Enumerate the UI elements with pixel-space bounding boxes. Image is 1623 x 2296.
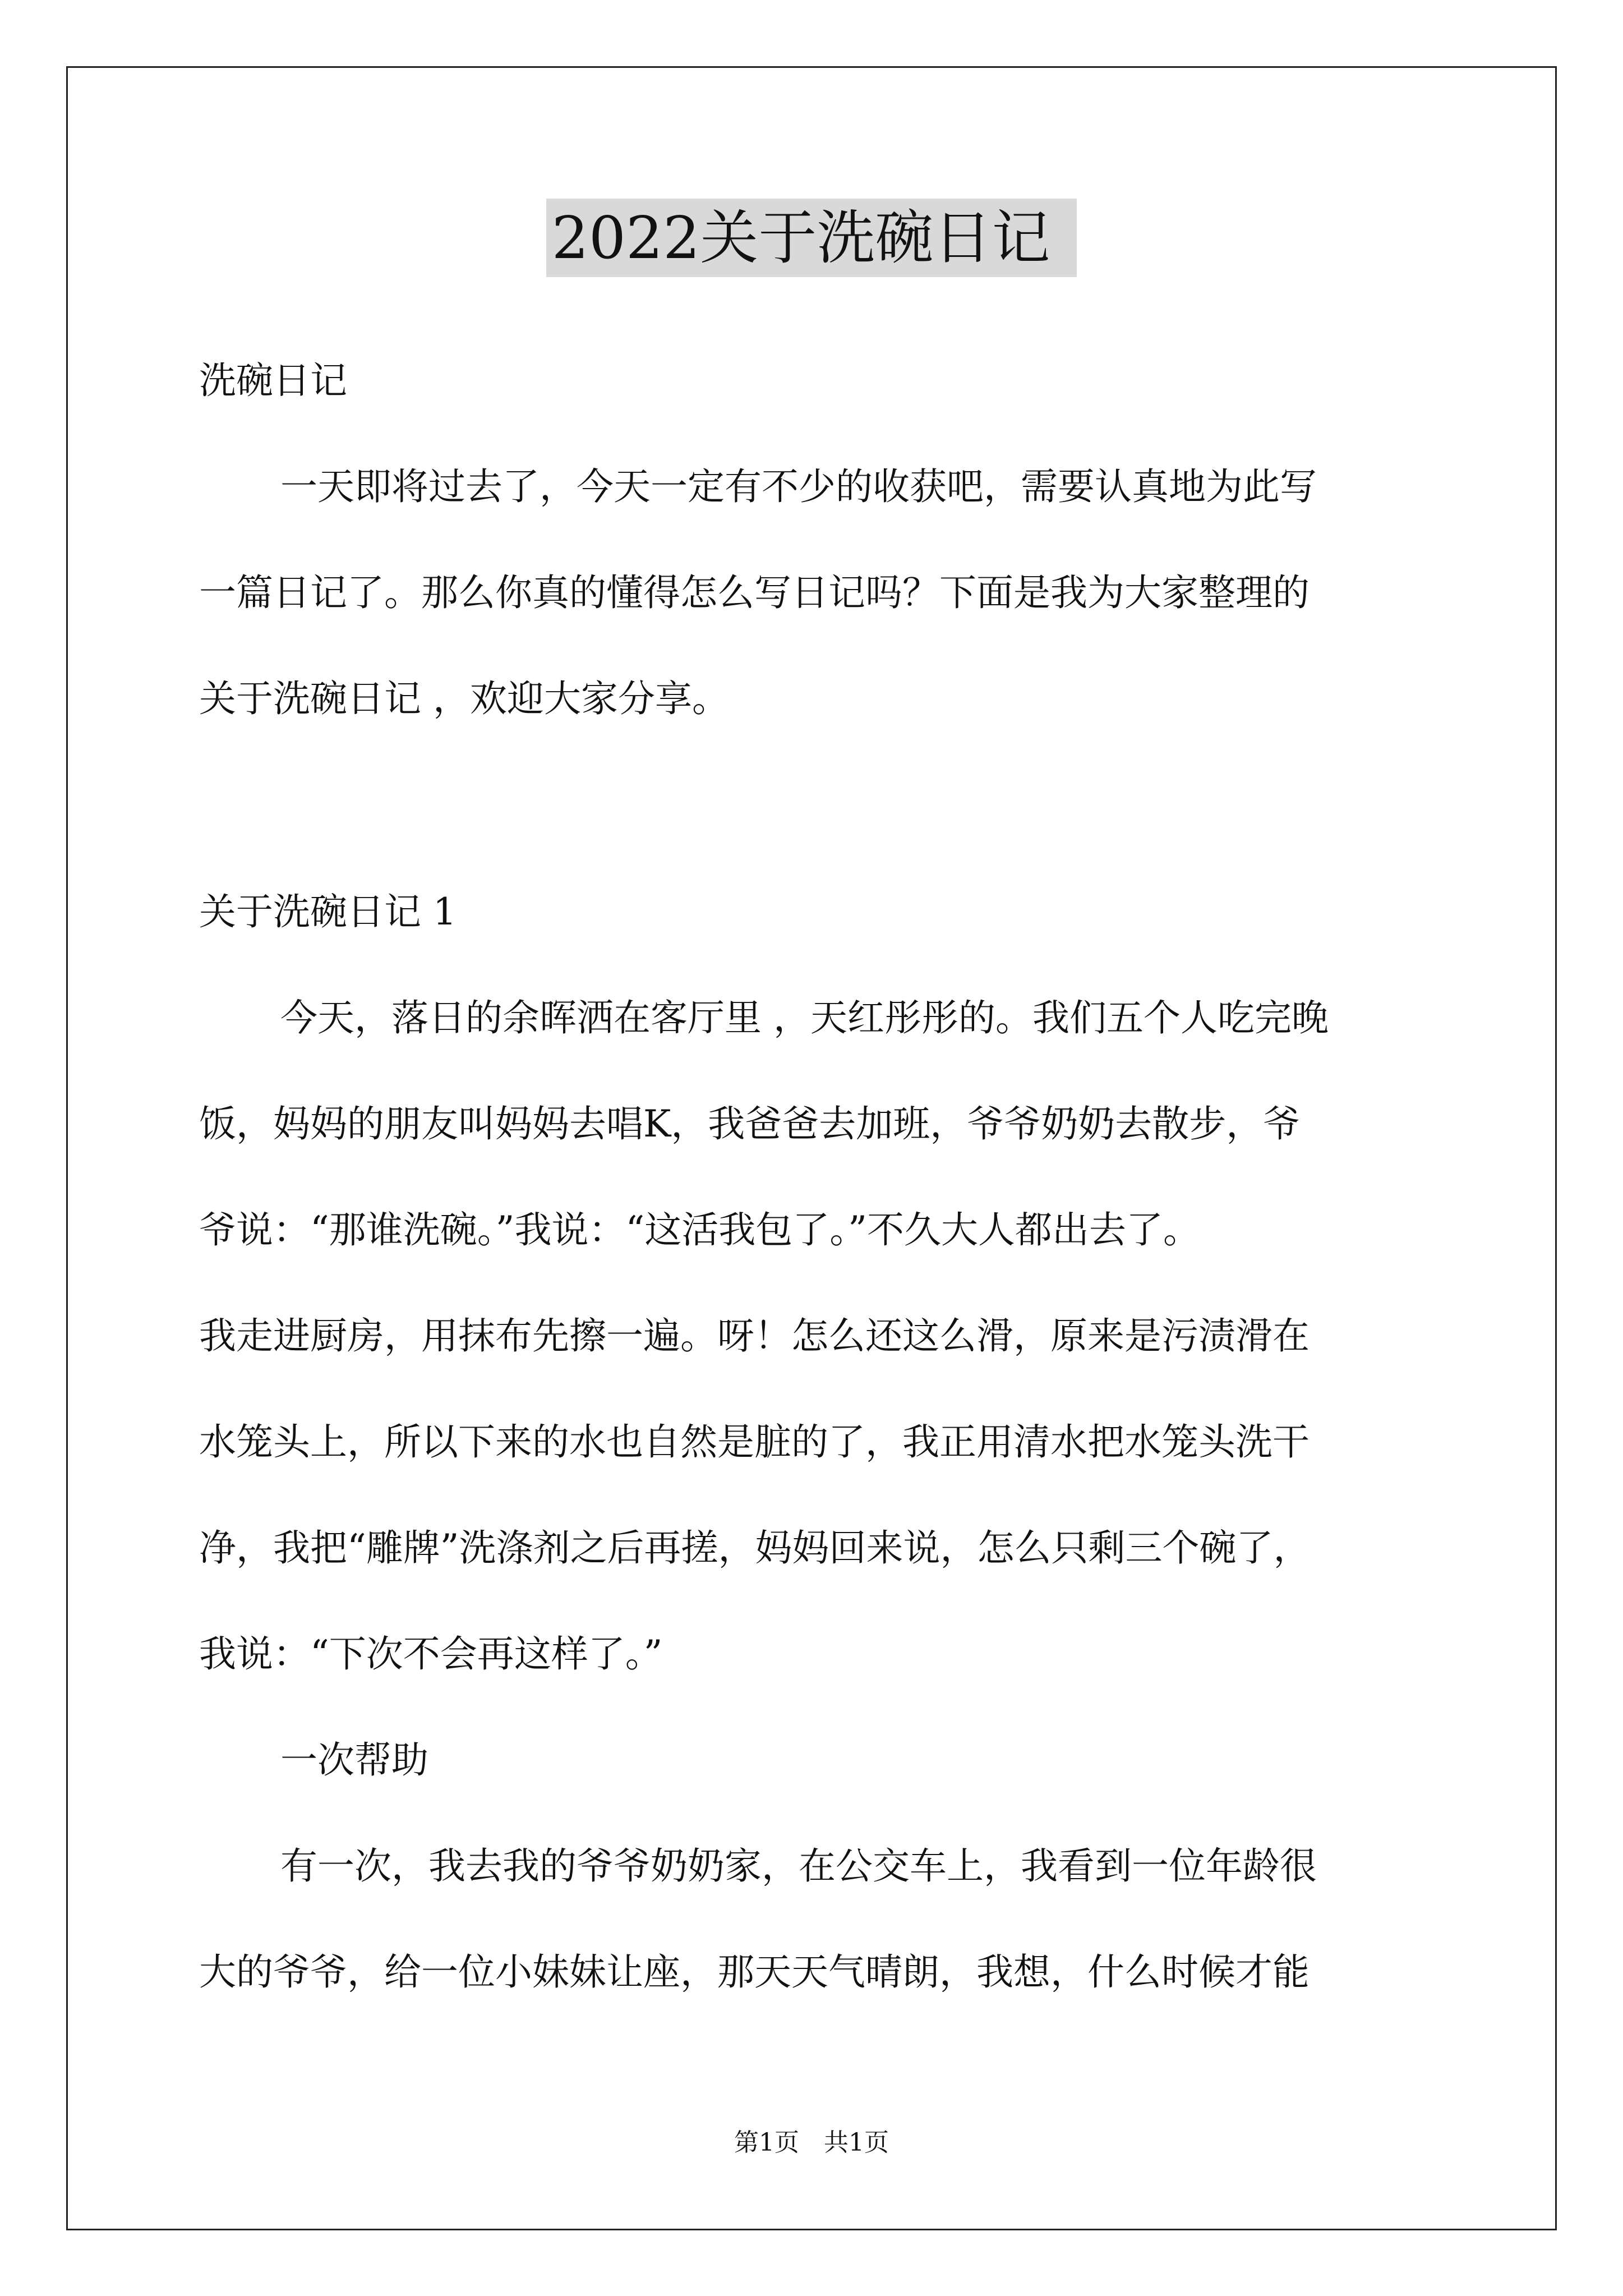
paragraph-line: 水笼头上，所以下来的水也自然是脏的了，我正用清水把水笼头洗干: [199, 1420, 1310, 1464]
paragraph-line: 一篇日记了。那么你真的懂得怎么写日记吗？下面是我为大家整理的: [199, 571, 1310, 614]
paragraph-line: 净，我把“雕牌”洗涤剂之后再搓，妈妈回来说，怎么只剩三个碗了，: [199, 1526, 1311, 1570]
title-container: [0, 199, 1623, 277]
paragraph-line: 今天，落日的余晖洒在客厅里 ，天红彤彤的。我们五个人吃完晚: [280, 996, 1329, 1039]
paragraph-line: 爷说：“那谁洗碗。”我说：“这活我包了。”不久大人都出去了。: [199, 1208, 1200, 1251]
subheading: 一次帮助: [280, 1738, 428, 1782]
paragraph-line: 有一次，我去我的爷爷奶奶家，在公交车上，我看到一位年龄很: [280, 1844, 1317, 1888]
paragraph-line: 一天即将过去了，今天一定有不少的收获吧，需要认真地为此写: [280, 465, 1317, 508]
paragraph-line: 我说：“下次不会再这样了。”: [199, 1632, 663, 1676]
page-number-footer: 第1页 共1页: [734, 2128, 889, 2157]
paragraph-line: 大的爷爷，给一位小妹妹让座，那天天气晴朗，我想，什么时候才能: [199, 1950, 1310, 1994]
paragraph-line: 我走进厨房，用抹布先擦一遍。呀！怎么还这么滑，原来是污渍滑在: [199, 1314, 1310, 1358]
paragraph-line: 关于洗碗日记 ，欢迎大家分享。: [199, 677, 729, 720]
section-heading: 关于洗碗日记 1: [199, 890, 457, 933]
paragraph-line: 饭，妈妈的朋友叫妈妈去唱K，我爸爸去加班，爷爷奶奶去散步，爷: [199, 1102, 1301, 1145]
document-title: 2022关于洗碗日记: [546, 199, 1077, 277]
section-heading: 洗碗日记: [199, 359, 347, 402]
